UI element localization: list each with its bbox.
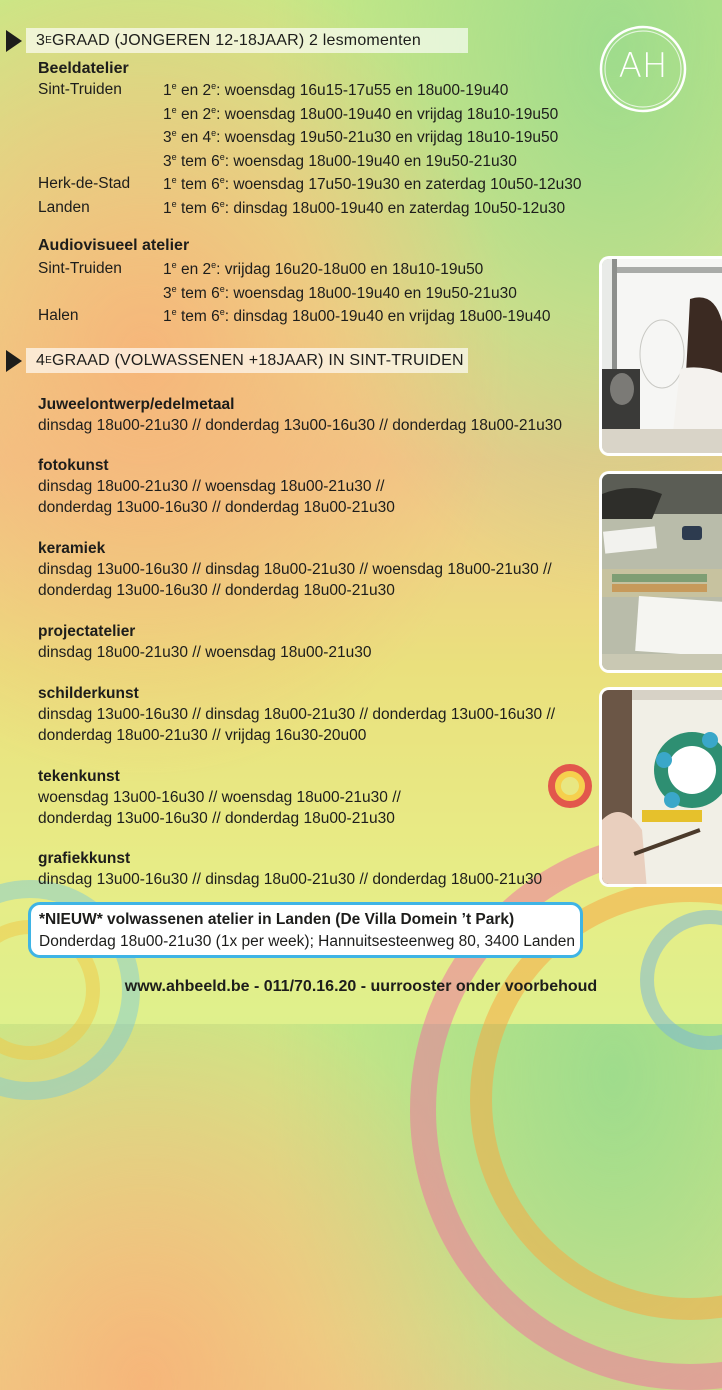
category-schedule-line: dinsdag 13u00-16u30 // dinsdag 18u00-21u30 // donderdag 18u00-21u30: [38, 871, 543, 888]
drawing-photo: [599, 256, 722, 456]
schedule-part: e: [211, 128, 217, 138]
schedule-part: en 2: [176, 105, 212, 123]
schedule-text: [163, 307, 551, 326]
schedule-part: 1: [163, 176, 172, 194]
schedule-part: e: [171, 151, 177, 162]
category-block: [38, 766, 598, 829]
category-title: projectatelier: [38, 623, 136, 640]
schedule-part: : woensdag 16u15-17u55 en 18u00-19u40: [216, 82, 509, 100]
schedule-text: [163, 81, 508, 100]
new-atelier-box: [28, 902, 583, 958]
schedule-part: e: [219, 283, 225, 294]
schedule-location: Sint-Truiden: [38, 81, 122, 98]
category-title: schilderkunst: [38, 685, 139, 702]
schedule-part: 1: [163, 261, 172, 279]
category-schedule-line: donderdag 13u00-16u30 // donderdag 18u00-21u30: [38, 582, 395, 599]
arrow-icon: [6, 30, 22, 52]
category-schedule-line: donderdag 13u00-16u30 // donderdag 18u00-21u30: [38, 810, 395, 827]
schedule-part: e: [171, 128, 177, 138]
schedule-location: Halen: [38, 307, 79, 324]
arrow-icon: [6, 350, 22, 372]
section-4-title: GRAAD (VOLWASSENEN +18JAAR) IN SINT-TRUIDEN: [51, 351, 464, 369]
footer-contact: www.ahbeeld.be - 011/70.16.20 - uurrooster onder voorbehoud: [124, 978, 598, 995]
schedule-part: tem 6: [176, 284, 220, 302]
logo-text: AH: [618, 46, 668, 86]
schedule-part: 1: [163, 199, 172, 217]
schedule-text: [163, 260, 483, 279]
category-block: [38, 683, 598, 746]
schedule-part: e: [171, 198, 177, 209]
schedule-part: e: [211, 260, 217, 270]
schedule-part: 1: [163, 105, 172, 123]
schedule-part: e: [211, 81, 217, 91]
schedule-part: tem 6: [176, 199, 220, 217]
schedule-part: 3: [163, 129, 172, 147]
schedule-part: tem 6: [176, 176, 220, 194]
schedule-part: e: [171, 283, 177, 294]
category-title: keramiek: [38, 540, 106, 557]
category-block: [38, 538, 598, 601]
category-block: [38, 455, 598, 518]
schedule-text: [163, 199, 565, 218]
new-atelier-details: Donderdag 18u00-21u30 (1x per week); Hannuitsesteenweg 80, 3400 Landen: [39, 933, 575, 950]
schedule-part: : woensdag 17u50-19u30 en zaterdag 10u50-12u30: [224, 176, 582, 194]
category-block: [38, 621, 598, 663]
category-block: [38, 848, 598, 890]
schedule-part: : dinsdag 18u00-19u40 en zaterdag 10u50-12u30: [224, 199, 566, 217]
schedule-text: [163, 105, 558, 124]
schedule-part: 3: [163, 284, 172, 302]
section-3-header: [0, 28, 468, 53]
schedule-part: e: [219, 198, 225, 209]
schedule-part: 3: [163, 152, 172, 170]
schedule-part: 1: [163, 308, 172, 326]
category-schedule-line: dinsdag 18u00-21u30 // woensdag 18u00-21u30: [38, 644, 372, 661]
category-title: grafiekkunst: [38, 850, 131, 867]
new-atelier-title: *NIEUW* volwassenen atelier in Landen (De Villa Domein ’t Park): [39, 911, 515, 928]
schedule-text: [163, 128, 558, 147]
schedule-part: e: [219, 175, 225, 185]
schedule-location: Herk-de-Stad: [38, 175, 131, 192]
schedule-part: e: [219, 307, 225, 317]
category-schedule-line: dinsdag 18u00-21u30 // donderdag 13u00-16u30 // donderdag 18u00-21u30: [38, 417, 563, 434]
schedule-part: en 2: [176, 261, 212, 279]
category-schedule-line: dinsdag 18u00-21u30 // woensdag 18u00-21u30 //: [38, 478, 385, 495]
schedule-part: tem 6: [176, 308, 220, 326]
category-schedule-line: dinsdag 13u00-16u30 // dinsdag 18u00-21u30 // woensdag 18u00-21u30 //: [38, 561, 552, 578]
schedule-location: Sint-Truiden: [38, 260, 122, 277]
category-title: Juweelontwerp/edelmetaal: [38, 396, 235, 413]
section-3-title-sup: E: [45, 35, 52, 46]
schedule-text: [163, 284, 517, 303]
schedule-part: e: [219, 151, 225, 162]
schedule-text: [163, 152, 517, 171]
category-schedule-line: dinsdag 13u00-16u30 // dinsdag 18u00-21u30 // donderdag 13u00-16u30 //: [38, 706, 556, 723]
workshop-table-photo: [599, 471, 722, 673]
schedule-part: en 2: [176, 82, 212, 100]
section-3-title-num: 3: [36, 31, 46, 49]
category-schedule-line: donderdag 18u00-21u30 // vrijdag 16u30-20u00: [38, 727, 367, 744]
schedule-part: : vrijdag 16u20-18u00 en 18u10-19u50: [216, 261, 484, 279]
section-4-title-num: 4: [36, 351, 46, 369]
schedule-part: : woensdag 18u00-19u40 en vrijdag 18u10-19u50: [216, 105, 559, 123]
schedule-part: e: [171, 81, 177, 91]
category-title: fotokunst: [38, 457, 109, 474]
schedule-part: e: [171, 104, 177, 115]
category-schedule-line: donderdag 13u00-16u30 // donderdag 18u00-21u30: [38, 499, 395, 516]
schedule-part: e: [211, 104, 217, 115]
category-title: tekenkunst: [38, 768, 120, 785]
schedule-part: 1: [163, 82, 172, 100]
schedule-part: : dinsdag 18u00-19u40 en vrijdag 18u00-19u40: [224, 308, 551, 326]
section-4-header: [0, 348, 468, 373]
audiovisueel-heading: Audiovisueel atelier: [38, 237, 190, 254]
section-4-title-sup: E: [45, 355, 52, 366]
schedule-part: e: [171, 307, 177, 317]
schedule-text: [163, 175, 582, 194]
painting-photo: [599, 687, 722, 887]
schedule-part: e: [171, 175, 177, 185]
schedule-part: : woensdag 18u00-19u40 en 19u50-21u30: [224, 284, 517, 302]
beeldatelier-heading: Beeldatelier: [38, 60, 129, 77]
schedule-part: en 4: [176, 129, 212, 147]
schedule-location: Landen: [38, 198, 90, 216]
schedule-part: : woensdag 19u50-21u30 en vrijdag 18u10-19u50: [216, 129, 559, 147]
section-3-title: GRAAD (JONGEREN 12-18JAAR) 2 lesmomenten: [51, 31, 421, 49]
category-block: [38, 394, 598, 436]
schedule-part: : woensdag 18u00-19u40 en 19u50-21u30: [224, 152, 517, 170]
schedule-part: tem 6: [176, 152, 220, 170]
ah-logo: [596, 22, 690, 116]
category-schedule-line: woensdag 13u00-16u30 // woensdag 18u00-21u30 //: [38, 789, 401, 806]
schedule-part: e: [171, 260, 177, 270]
